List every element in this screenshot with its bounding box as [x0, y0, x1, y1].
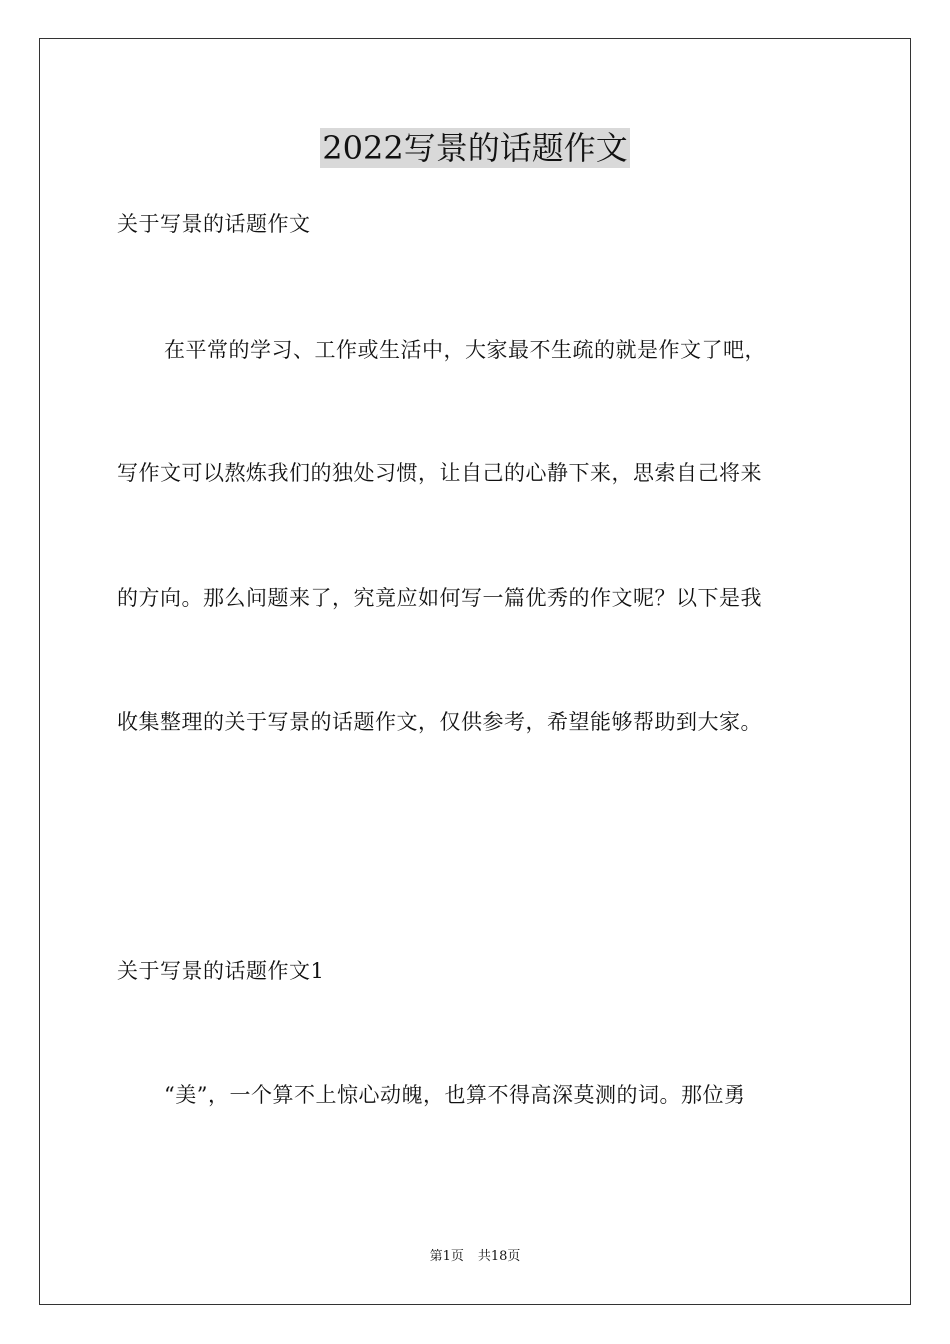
page-number: 第1页: [429, 1249, 464, 1264]
section-heading: 关于写景的话题作文1: [117, 959, 325, 983]
intro-paragraph-line: 收集整理的关于写景的话题作文，仅供参考，希望能够帮助到大家。: [117, 710, 762, 734]
page-total: 共18页: [477, 1249, 521, 1264]
document-title-text: 2022写景的话题作文: [322, 129, 628, 167]
section-paragraph-line: “美”，一个算不上惊心动魄，也算不得高深莫测的词。那位勇: [164, 1083, 746, 1107]
page-footer: [0, 1248, 950, 1266]
intro-paragraph-line: 的方向。那么问题来了，究竟应如何写一篇优秀的作文呢？以下是我: [117, 586, 762, 610]
intro-paragraph-line: 在平常的学习、工作或生活中，大家最不生疏的就是作文了吧，: [164, 338, 766, 362]
intro-paragraph-line: 写作文可以熬炼我们的独处习惯，让自己的心静下来，思索自己将来: [117, 461, 762, 485]
intro-heading: 关于写景的话题作文: [117, 212, 311, 236]
document-title: [0, 128, 950, 168]
